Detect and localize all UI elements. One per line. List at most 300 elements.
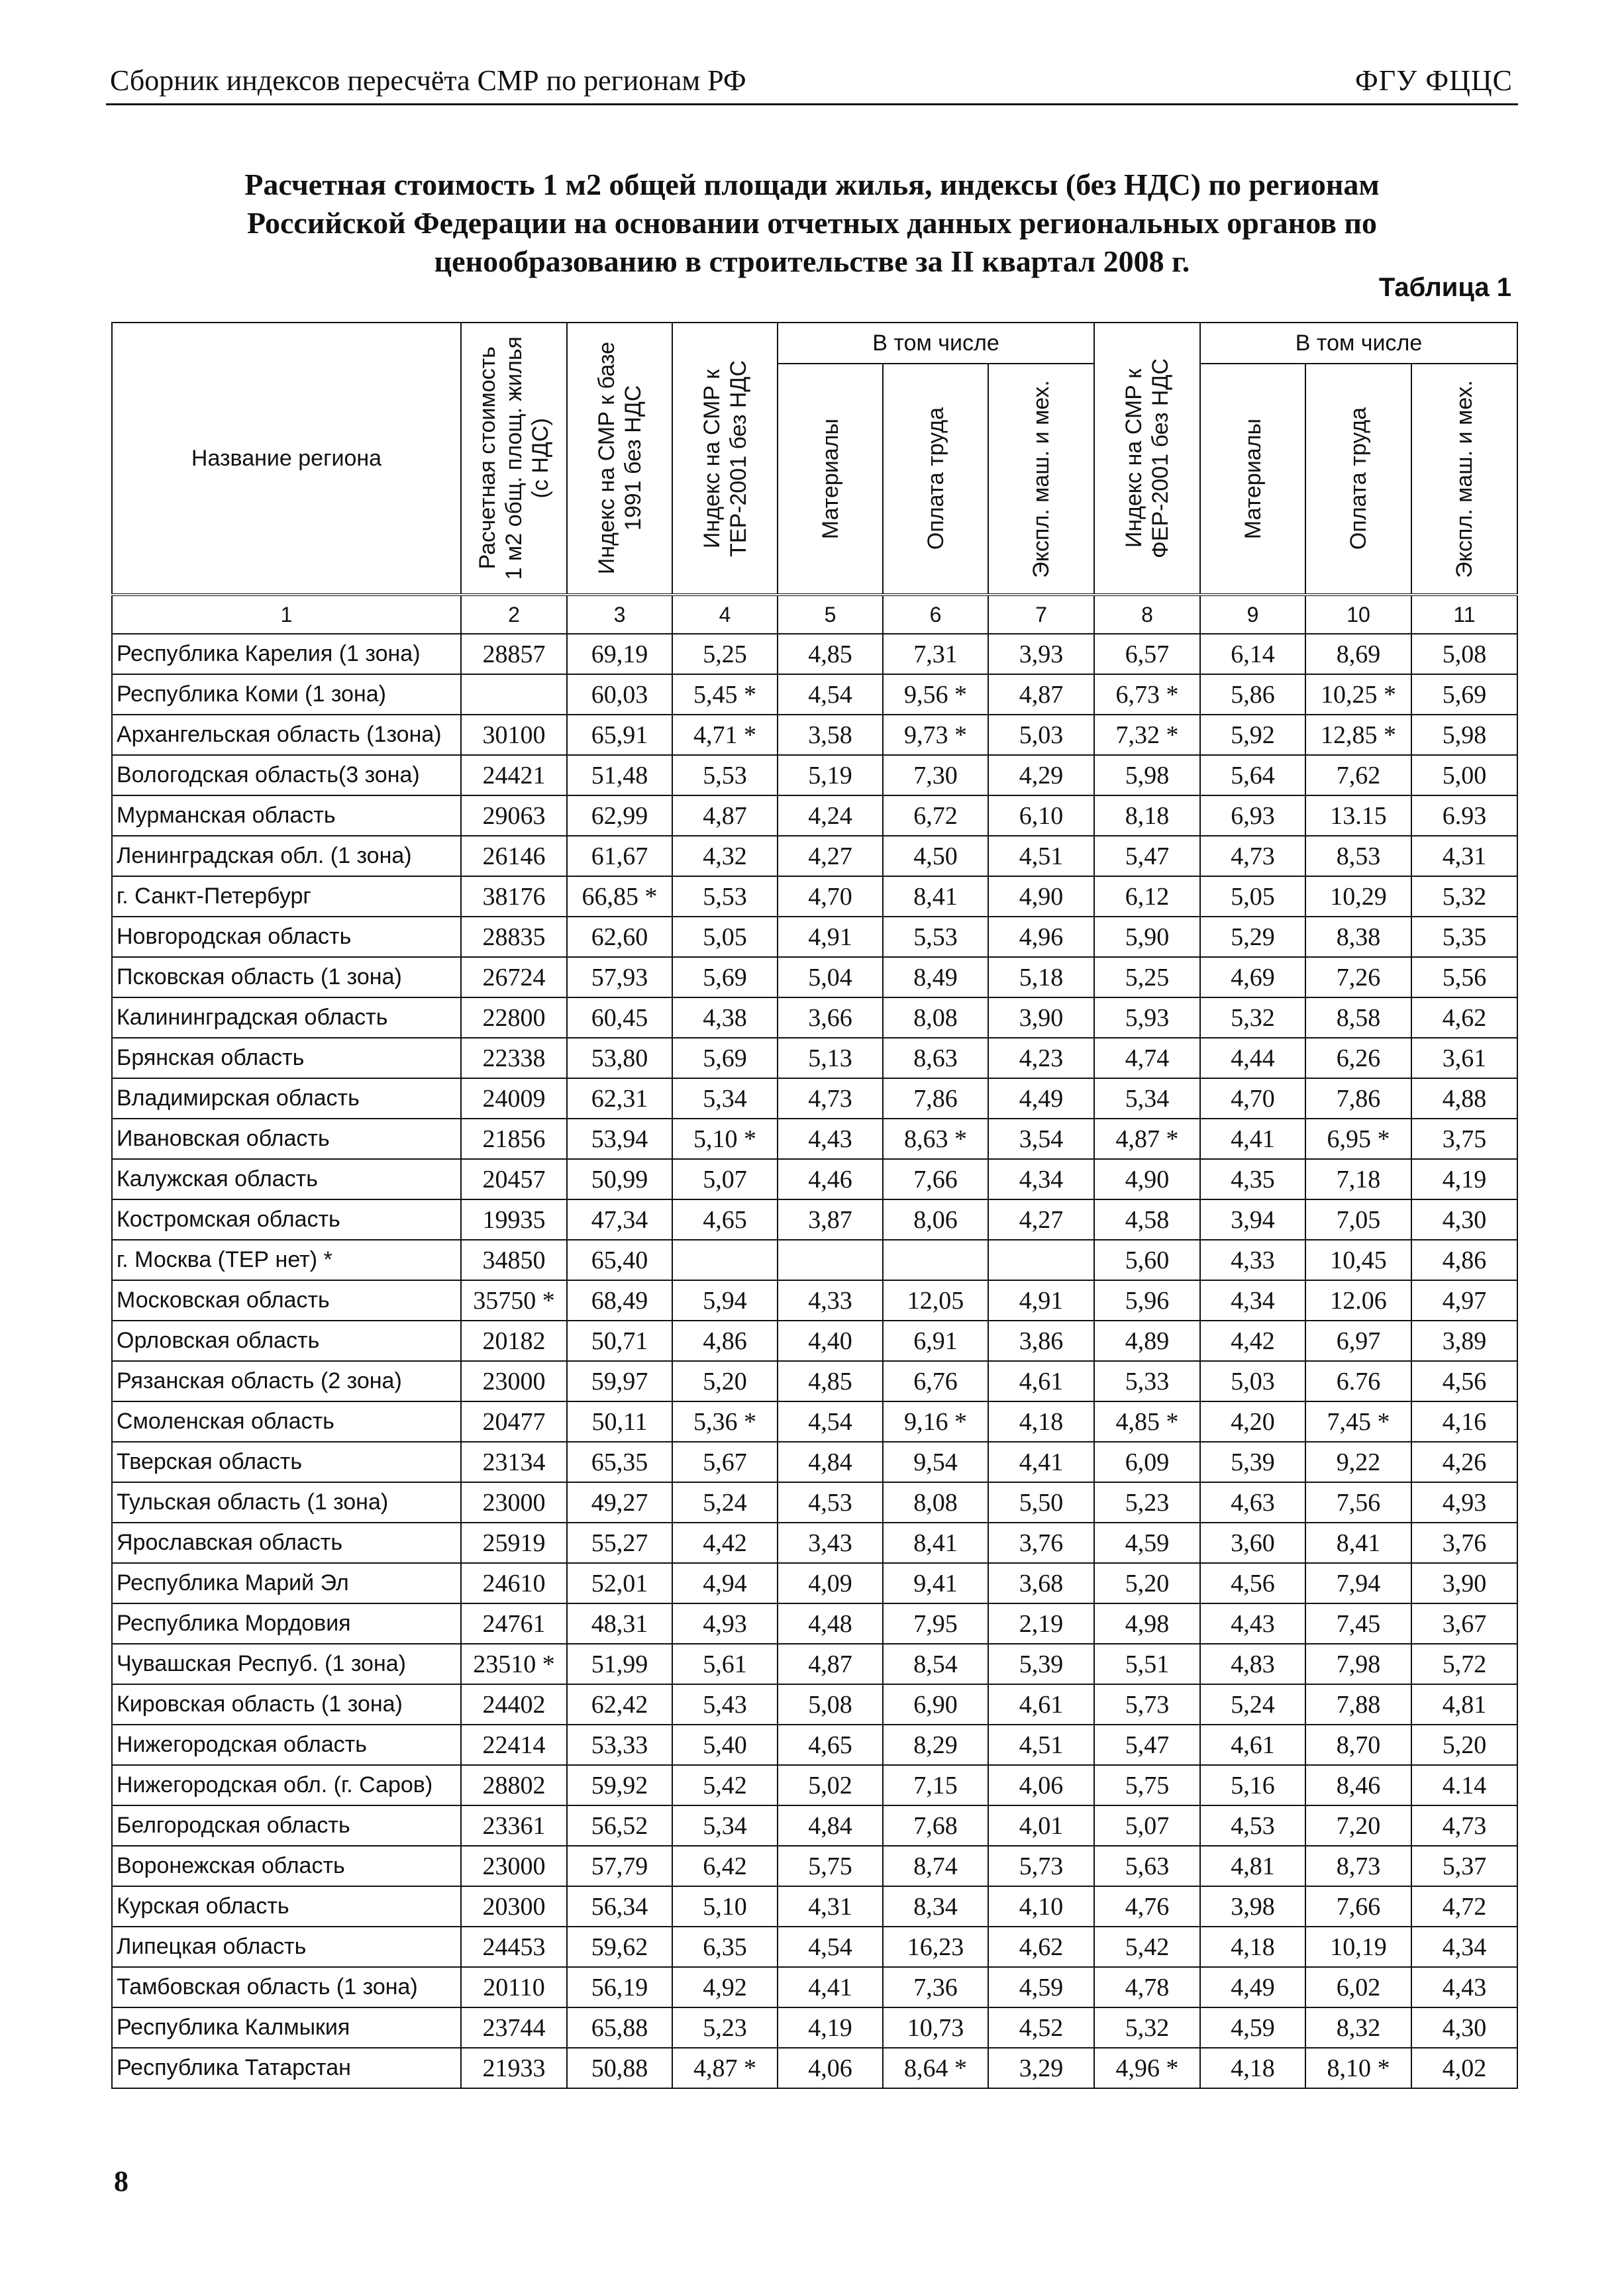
materials-value: 5,13 xyxy=(778,1038,883,1078)
cost-value: 23510 * xyxy=(461,1644,567,1684)
machines-2-value: 4,02 xyxy=(1411,2048,1517,2088)
labor-2-value: 7,20 xyxy=(1305,1805,1411,1846)
machines-value: 4,29 xyxy=(988,755,1094,795)
materials-2-value: 4,69 xyxy=(1200,957,1305,997)
index-fer-value: 5,47 xyxy=(1094,836,1200,876)
labor-value: 12,05 xyxy=(883,1280,988,1321)
index-1991-value: 60,03 xyxy=(567,674,672,715)
machines-2-value: 4,97 xyxy=(1411,1280,1517,1321)
labor-2-value: 6,95 * xyxy=(1305,1119,1411,1159)
region-name: Калининградская область xyxy=(112,997,461,1038)
labor-value: 8,29 xyxy=(883,1725,988,1765)
table-label: Таблица 1 xyxy=(1378,273,1511,302)
materials-value: 4,54 xyxy=(778,674,883,715)
materials-value: 5,04 xyxy=(778,957,883,997)
region-name: Брянская область xyxy=(112,1038,461,1078)
machines-value: 4,61 xyxy=(988,1684,1094,1725)
table-row xyxy=(112,1078,1517,1119)
labor-value: 9,16 * xyxy=(883,1401,988,1442)
index-1991-value: 51,99 xyxy=(567,1644,672,1684)
labor-2-value: 8,70 xyxy=(1305,1725,1411,1765)
column-number-row xyxy=(112,595,1517,634)
index-ter-value: 5,07 xyxy=(672,1159,778,1199)
cost-value: 38176 xyxy=(461,876,567,917)
region-name: Тульская область (1 зона) xyxy=(112,1482,461,1523)
labor-2-value: 6.76 xyxy=(1305,1361,1411,1401)
machines-value: 5,03 xyxy=(988,715,1094,755)
header-group-including-1: В том числе xyxy=(778,323,1094,364)
index-fer-value: 5,25 xyxy=(1094,957,1200,997)
index-ter-value: 5,69 xyxy=(672,1038,778,1078)
materials-2-value: 4,41 xyxy=(1200,1119,1305,1159)
materials-2-value: 4,61 xyxy=(1200,1725,1305,1765)
labor-2-value: 10,45 xyxy=(1305,1240,1411,1280)
cost-value: 29063 xyxy=(461,795,567,836)
labor-value: 8,63 xyxy=(883,1038,988,1078)
index-ter-value: 4,94 xyxy=(672,1563,778,1603)
cost-value: 23134 xyxy=(461,1442,567,1482)
header-index-fer-text: Индекс на СМР к ФЕР-2001 без НДС xyxy=(1121,358,1173,559)
region-name: Нижегородская обл. (г. Саров) xyxy=(112,1765,461,1805)
machines-2-value: 3,61 xyxy=(1411,1038,1517,1078)
materials-value: 4,65 xyxy=(778,1725,883,1765)
labor-value: 7,31 xyxy=(883,634,988,674)
materials-value: 4,84 xyxy=(778,1442,883,1482)
index-ter-value: 4,92 xyxy=(672,1967,778,2007)
cost-value xyxy=(461,674,567,715)
labor-2-value: 8,46 xyxy=(1305,1765,1411,1805)
labor-value: 9,73 * xyxy=(883,715,988,755)
table-row xyxy=(112,1603,1517,1644)
machines-2-value: 5,08 xyxy=(1411,634,1517,674)
index-1991-value: 53,80 xyxy=(567,1038,672,1078)
machines-value: 5,39 xyxy=(988,1644,1094,1684)
table-row xyxy=(112,917,1517,957)
materials-2-value: 5,86 xyxy=(1200,674,1305,715)
column-number: 8 xyxy=(1094,595,1200,634)
materials-value: 3,87 xyxy=(778,1199,883,1240)
region-name: Новгородская область xyxy=(112,917,461,957)
index-ter-value: 5,43 xyxy=(672,1684,778,1725)
index-fer-value: 5,73 xyxy=(1094,1684,1200,1725)
index-ter-value: 5,34 xyxy=(672,1805,778,1846)
machines-2-value: 4,19 xyxy=(1411,1159,1517,1199)
region-name: Воронежская область xyxy=(112,1846,461,1886)
index-1991-value: 47,34 xyxy=(567,1199,672,1240)
machines-2-value: 5,32 xyxy=(1411,876,1517,917)
materials-value: 4,33 xyxy=(778,1280,883,1321)
index-1991-value: 69,19 xyxy=(567,634,672,674)
index-ter-value: 4,87 * xyxy=(672,2048,778,2088)
table-row xyxy=(112,1523,1517,1563)
labor-2-value: 8,32 xyxy=(1305,2007,1411,2048)
index-1991-value: 50,88 xyxy=(567,2048,672,2088)
index-fer-value: 4,58 xyxy=(1094,1199,1200,1240)
region-name: Курская область xyxy=(112,1886,461,1927)
materials-2-value: 4,49 xyxy=(1200,1967,1305,2007)
machines-2-value: 3,76 xyxy=(1411,1523,1517,1563)
labor-value: 8,41 xyxy=(883,1523,988,1563)
cost-value: 21933 xyxy=(461,2048,567,2088)
index-ter-value: 4,87 xyxy=(672,795,778,836)
machines-2-value: 4,16 xyxy=(1411,1401,1517,1442)
cost-value: 23000 xyxy=(461,1846,567,1886)
index-ter-value: 5,10 xyxy=(672,1886,778,1927)
machines-value: 4,49 xyxy=(988,1078,1094,1119)
machines-value: 4,90 xyxy=(988,876,1094,917)
region-name: Архангельская область (1зона) xyxy=(112,715,461,755)
index-ter-value: 6,42 xyxy=(672,1846,778,1886)
cost-value: 22414 xyxy=(461,1725,567,1765)
index-1991-value: 53,94 xyxy=(567,1119,672,1159)
machines-2-value: 5,00 xyxy=(1411,755,1517,795)
header-index-fer xyxy=(1094,323,1200,595)
table-row xyxy=(112,1886,1517,1927)
column-number: 6 xyxy=(883,595,988,634)
column-number: 9 xyxy=(1200,595,1305,634)
index-ter-value: 5,05 xyxy=(672,917,778,957)
column-number: 10 xyxy=(1305,595,1411,634)
labor-value: 10,73 xyxy=(883,2007,988,2048)
machines-value: 6,10 xyxy=(988,795,1094,836)
index-1991-value: 66,85 * xyxy=(567,876,672,917)
materials-value: 4,54 xyxy=(778,1927,883,1967)
index-ter-value: 4,38 xyxy=(672,997,778,1038)
index-fer-value: 7,32 * xyxy=(1094,715,1200,755)
machines-2-value: 4,88 xyxy=(1411,1078,1517,1119)
index-ter-value xyxy=(672,1240,778,1280)
labor-2-value: 7,66 xyxy=(1305,1886,1411,1927)
materials-2-value: 4,43 xyxy=(1200,1603,1305,1644)
index-fer-value: 5,32 xyxy=(1094,2007,1200,2048)
machines-2-value: 3,90 xyxy=(1411,1563,1517,1603)
index-ter-value: 5,23 xyxy=(672,2007,778,2048)
header-machines-2 xyxy=(1411,364,1517,595)
materials-value: 4,85 xyxy=(778,1361,883,1401)
index-fer-value: 4,89 xyxy=(1094,1321,1200,1361)
index-1991-value: 62,42 xyxy=(567,1684,672,1725)
labor-value: 8,34 xyxy=(883,1886,988,1927)
table-row xyxy=(112,1927,1517,1967)
machines-2-value: 5,37 xyxy=(1411,1846,1517,1886)
materials-value: 5,19 xyxy=(778,755,883,795)
labor-2-value: 8,38 xyxy=(1305,917,1411,957)
cost-value: 22338 xyxy=(461,1038,567,1078)
index-1991-value: 65,40 xyxy=(567,1240,672,1280)
region-name: Чувашская Респуб. (1 зона) xyxy=(112,1644,461,1684)
cost-value: 28802 xyxy=(461,1765,567,1805)
labor-value: 7,95 xyxy=(883,1603,988,1644)
table-row xyxy=(112,1401,1517,1442)
table-row xyxy=(112,1563,1517,1603)
index-fer-value: 4,76 xyxy=(1094,1886,1200,1927)
region-name: Липецкая область xyxy=(112,1927,461,1967)
index-1991-value: 50,11 xyxy=(567,1401,672,1442)
materials-2-value: 4,53 xyxy=(1200,1805,1305,1846)
machines-value: 4,87 xyxy=(988,674,1094,715)
materials-value: 5,08 xyxy=(778,1684,883,1725)
labor-value: 8,63 * xyxy=(883,1119,988,1159)
region-name: Республика Карелия (1 зона) xyxy=(112,634,461,674)
index-fer-value: 6,12 xyxy=(1094,876,1200,917)
labor-value: 9,56 * xyxy=(883,674,988,715)
index-1991-value: 49,27 xyxy=(567,1482,672,1523)
index-fer-value: 5,90 xyxy=(1094,917,1200,957)
index-fer-value: 4,78 xyxy=(1094,1967,1200,2007)
labor-2-value: 10,25 * xyxy=(1305,674,1411,715)
table-row xyxy=(112,715,1517,755)
labor-2-value: 6,97 xyxy=(1305,1321,1411,1361)
table-row xyxy=(112,1805,1517,1846)
column-number: 2 xyxy=(461,595,567,634)
region-name: Рязанская область (2 зона) xyxy=(112,1361,461,1401)
labor-value: 16,23 xyxy=(883,1927,988,1967)
cost-value: 20477 xyxy=(461,1401,567,1442)
cost-value: 21856 xyxy=(461,1119,567,1159)
materials-value: 4,91 xyxy=(778,917,883,957)
machines-value: 3,90 xyxy=(988,997,1094,1038)
machines-2-value: 5,56 xyxy=(1411,957,1517,997)
index-fer-value: 4,59 xyxy=(1094,1523,1200,1563)
index-1991-value: 57,79 xyxy=(567,1846,672,1886)
labor-value: 4,50 xyxy=(883,836,988,876)
machines-value: 4,62 xyxy=(988,1927,1094,1967)
machines-value: 4,10 xyxy=(988,1886,1094,1927)
index-fer-value: 4,74 xyxy=(1094,1038,1200,1078)
materials-value: 4,06 xyxy=(778,2048,883,2088)
index-1991-value: 62,99 xyxy=(567,795,672,836)
materials-value: 4,27 xyxy=(778,836,883,876)
index-fer-value: 5,75 xyxy=(1094,1765,1200,1805)
index-fer-value: 5,23 xyxy=(1094,1482,1200,1523)
materials-value: 5,75 xyxy=(778,1846,883,1886)
machines-2-value: 4,72 xyxy=(1411,1886,1517,1927)
index-fer-value: 5,51 xyxy=(1094,1644,1200,1684)
labor-2-value: 8,58 xyxy=(1305,997,1411,1038)
machines-value: 4,18 xyxy=(988,1401,1094,1442)
materials-2-value: 5,24 xyxy=(1200,1684,1305,1725)
index-1991-value: 59,97 xyxy=(567,1361,672,1401)
index-ter-value: 5,24 xyxy=(672,1482,778,1523)
labor-2-value: 7,98 xyxy=(1305,1644,1411,1684)
index-fer-value: 6,09 xyxy=(1094,1442,1200,1482)
machines-2-value: 5,20 xyxy=(1411,1725,1517,1765)
labor-2-value: 7,45 * xyxy=(1305,1401,1411,1442)
region-name: г. Москва (ТЕР нет) * xyxy=(112,1240,461,1280)
index-fer-value: 8,18 xyxy=(1094,795,1200,836)
index-fer-value: 5,42 xyxy=(1094,1927,1200,1967)
index-fer-value: 5,33 xyxy=(1094,1361,1200,1401)
table-row xyxy=(112,1442,1517,1482)
cost-value: 23000 xyxy=(461,1361,567,1401)
labor-2-value: 6,26 xyxy=(1305,1038,1411,1078)
index-1991-value: 51,48 xyxy=(567,755,672,795)
machines-2-value: 4,86 xyxy=(1411,1240,1517,1280)
machines-2-value: 5,35 xyxy=(1411,917,1517,957)
header-labor-2 xyxy=(1305,364,1411,595)
materials-value: 4,53 xyxy=(778,1482,883,1523)
labor-2-value: 7,18 xyxy=(1305,1159,1411,1199)
table-row xyxy=(112,1765,1517,1805)
materials-2-value: 4,63 xyxy=(1200,1482,1305,1523)
region-name: Смоленская область xyxy=(112,1401,461,1442)
region-name: Белгородская область xyxy=(112,1805,461,1846)
header-index-ter-text: Индекс на СМР к ТЕР-2001 без НДС xyxy=(699,360,751,557)
labor-value: 7,68 xyxy=(883,1805,988,1846)
table-row xyxy=(112,1725,1517,1765)
running-header-title: Сборник индексов пересчёта СМР по регионам РФ xyxy=(110,64,746,97)
region-name: Владимирская область xyxy=(112,1078,461,1119)
labor-value: 6,76 xyxy=(883,1361,988,1401)
labor-value: 7,30 xyxy=(883,755,988,795)
index-1991-value: 68,49 xyxy=(567,1280,672,1321)
machines-value: 5,18 xyxy=(988,957,1094,997)
materials-value: 4,31 xyxy=(778,1886,883,1927)
labor-value: 9,54 xyxy=(883,1442,988,1482)
materials-2-value: 4,34 xyxy=(1200,1280,1305,1321)
machines-value: 4,41 xyxy=(988,1442,1094,1482)
index-fer-value: 6,73 * xyxy=(1094,674,1200,715)
table-row xyxy=(112,634,1517,674)
materials-value: 4,70 xyxy=(778,876,883,917)
materials-2-value: 4,59 xyxy=(1200,2007,1305,2048)
table-row xyxy=(112,1119,1517,1159)
index-ter-value: 6,35 xyxy=(672,1927,778,1967)
machines-value: 2,19 xyxy=(988,1603,1094,1644)
machines-value: 4,51 xyxy=(988,1725,1094,1765)
machines-value: 4,23 xyxy=(988,1038,1094,1078)
labor-value: 7,15 xyxy=(883,1765,988,1805)
regions-table xyxy=(111,322,1518,2089)
labor-2-value: 8,73 xyxy=(1305,1846,1411,1886)
header-materials-2-text: Материалы xyxy=(1240,418,1266,540)
index-ter-value: 4,65 xyxy=(672,1199,778,1240)
machines-value: 3,54 xyxy=(988,1119,1094,1159)
region-name: г. Санкт-Петербург xyxy=(112,876,461,917)
region-name: Орловская область xyxy=(112,1321,461,1361)
header-cost xyxy=(461,323,567,595)
cost-value: 24009 xyxy=(461,1078,567,1119)
materials-2-value: 5,32 xyxy=(1200,997,1305,1038)
index-1991-value: 62,31 xyxy=(567,1078,672,1119)
running-header-org: ФГУ ФЦЦС xyxy=(1354,64,1513,97)
materials-2-value: 4,20 xyxy=(1200,1401,1305,1442)
region-name: Кировская область (1 зона) xyxy=(112,1684,461,1725)
header-machines-text: Экспл. маш. и мех. xyxy=(1029,379,1054,578)
cost-value: 28857 xyxy=(461,634,567,674)
index-ter-value: 4,93 xyxy=(672,1603,778,1644)
header-machines xyxy=(988,364,1094,595)
table-row xyxy=(112,2007,1517,2048)
machines-2-value: 3,75 xyxy=(1411,1119,1517,1159)
index-ter-value: 4,71 * xyxy=(672,715,778,755)
region-name: Республика Коми (1 зона) xyxy=(112,674,461,715)
table-row xyxy=(112,1038,1517,1078)
labor-value: 8,49 xyxy=(883,957,988,997)
column-number: 7 xyxy=(988,595,1094,634)
labor-value: 6,90 xyxy=(883,1684,988,1725)
cost-value: 24453 xyxy=(461,1927,567,1967)
machines-value: 4,06 xyxy=(988,1765,1094,1805)
materials-value: 3,58 xyxy=(778,715,883,755)
index-1991-value: 56,19 xyxy=(567,1967,672,2007)
cost-value: 26146 xyxy=(461,836,567,876)
index-ter-value: 5,40 xyxy=(672,1725,778,1765)
index-ter-value: 4,42 xyxy=(672,1523,778,1563)
header-index-ter xyxy=(672,323,778,595)
labor-value: 7,86 xyxy=(883,1078,988,1119)
cost-value: 26724 xyxy=(461,957,567,997)
machines-value: 4,96 xyxy=(988,917,1094,957)
header-index-1991-text: Индекс на СМР к базе 1991 без НДС xyxy=(593,342,646,575)
region-name: Республика Мордовия xyxy=(112,1603,461,1644)
labor-2-value: 12,85 * xyxy=(1305,715,1411,755)
region-name: Ивановская область xyxy=(112,1119,461,1159)
table-row xyxy=(112,1240,1517,1280)
materials-value: 3,66 xyxy=(778,997,883,1038)
region-name: Республика Калмыкия xyxy=(112,2007,461,2048)
header-region: Название региона xyxy=(112,323,461,595)
index-fer-value: 5,98 xyxy=(1094,755,1200,795)
cost-value: 35750 * xyxy=(461,1280,567,1321)
materials-2-value: 4,33 xyxy=(1200,1240,1305,1280)
materials-2-value: 4,81 xyxy=(1200,1846,1305,1886)
labor-2-value: 9,22 xyxy=(1305,1442,1411,1482)
machines-value: 3,93 xyxy=(988,634,1094,674)
index-ter-value: 5,36 * xyxy=(672,1401,778,1442)
table-row xyxy=(112,1159,1517,1199)
column-number: 1 xyxy=(112,595,461,634)
index-1991-value: 62,60 xyxy=(567,917,672,957)
index-1991-value: 50,71 xyxy=(567,1321,672,1361)
cost-value: 20457 xyxy=(461,1159,567,1199)
index-ter-value: 5,61 xyxy=(672,1644,778,1684)
materials-2-value: 3,94 xyxy=(1200,1199,1305,1240)
cost-value: 23744 xyxy=(461,2007,567,2048)
machines-2-value: 4,34 xyxy=(1411,1927,1517,1967)
index-ter-value: 5,34 xyxy=(672,1078,778,1119)
region-name: Тверская область xyxy=(112,1442,461,1482)
labor-2-value: 8,10 * xyxy=(1305,2048,1411,2088)
index-ter-value: 5,45 * xyxy=(672,674,778,715)
page-number: 8 xyxy=(114,2165,128,2198)
machines-value: 4,01 xyxy=(988,1805,1094,1846)
column-number: 11 xyxy=(1411,595,1517,634)
materials-2-value: 4,18 xyxy=(1200,1927,1305,1967)
index-fer-value: 6,57 xyxy=(1094,634,1200,674)
table-row xyxy=(112,1321,1517,1361)
materials-value: 4,24 xyxy=(778,795,883,836)
materials-2-value: 5,29 xyxy=(1200,917,1305,957)
index-1991-value: 59,62 xyxy=(567,1927,672,1967)
index-ter-value: 4,86 xyxy=(672,1321,778,1361)
labor-value: 6,72 xyxy=(883,795,988,836)
machines-value xyxy=(988,1240,1094,1280)
cost-value: 19935 xyxy=(461,1199,567,1240)
table-row xyxy=(112,1361,1517,1401)
table-row xyxy=(112,1644,1517,1684)
index-1991-value: 52,01 xyxy=(567,1563,672,1603)
labor-value: 8,41 xyxy=(883,876,988,917)
machines-2-value: 4.14 xyxy=(1411,1765,1517,1805)
header-labor-text: Оплата труда xyxy=(923,407,948,550)
title-line: Российской Федерации на основании отчетных данных региональных органов по xyxy=(247,206,1377,240)
table-row xyxy=(112,1967,1517,2007)
labor-2-value: 7,94 xyxy=(1305,1563,1411,1603)
index-fer-value: 5,63 xyxy=(1094,1846,1200,1886)
region-name: Мурманская область xyxy=(112,795,461,836)
machines-2-value: 4,62 xyxy=(1411,997,1517,1038)
